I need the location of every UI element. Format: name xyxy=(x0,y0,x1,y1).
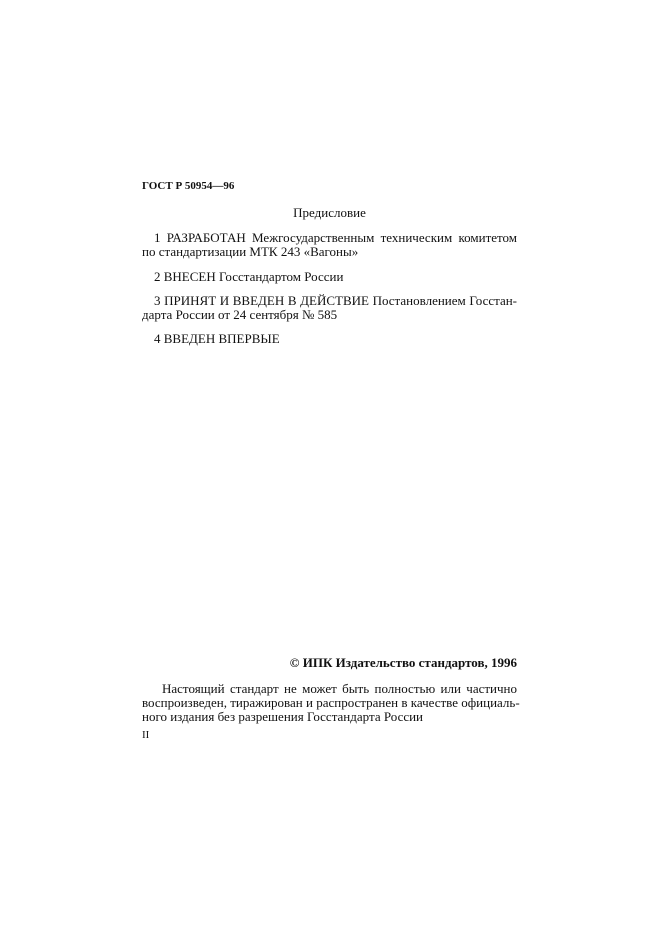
item-lead: ПРИНЯТ И ВВЕДЕН В ДЕЙСТВИЕ xyxy=(164,293,369,308)
item-lead: РАЗРАБОТАН xyxy=(166,230,246,245)
item-number: 1 xyxy=(154,230,161,245)
item-number: 3 xyxy=(154,293,161,308)
item-1-line-1 xyxy=(142,231,517,245)
notice-line-2: воспроизведен, тиражирован и распространен в качестве официаль- xyxy=(142,695,520,710)
item-2 xyxy=(142,270,517,284)
item-lead: ВВЕДЕН ВПЕРВЫЕ xyxy=(163,331,280,346)
section-title: Предисловие xyxy=(293,205,366,220)
item-1-line-2: по стандартизации МТК 243 «Вагоны» xyxy=(142,244,359,259)
item-number: 4 xyxy=(154,331,161,346)
standard-designation: ГОСТ Р 50954—96 xyxy=(142,180,235,192)
page-number: II xyxy=(142,729,150,741)
notice-line-3: ного издания без разрешения Госстандарта России xyxy=(142,709,424,724)
item-text: Постановлением Госстан- xyxy=(372,293,518,308)
item-3-line-2: дарта России от 24 сентября № 585 xyxy=(142,307,338,322)
item-number: 2 xyxy=(154,269,161,284)
notice-line-1: Настоящий стандарт не может быть полностью или частично xyxy=(162,681,517,696)
item-3-line-1 xyxy=(142,294,517,308)
copyright: © ИПК Издательство стандартов, 1996 xyxy=(289,655,517,670)
item-text: Межгосударственным техническим комитетом xyxy=(252,230,518,245)
item-4 xyxy=(142,332,517,346)
item-text: Госстандартом России xyxy=(219,269,344,284)
item-lead: ВНЕСЕН xyxy=(163,269,216,284)
